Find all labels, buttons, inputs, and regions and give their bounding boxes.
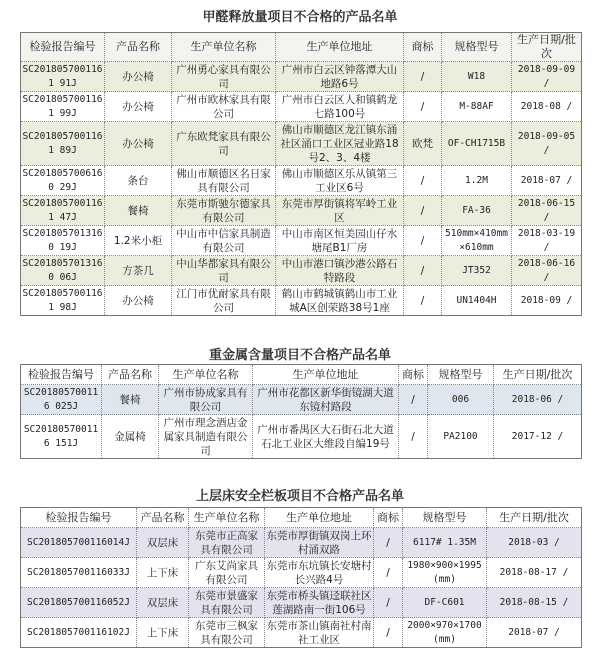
table-row xyxy=(21,62,582,92)
cell-address: 东莞市桥头镇迳联社区莲湖路南一街106号 xyxy=(266,589,372,616)
table-section-formaldehyde xyxy=(0,0,600,316)
column-header-production-date: 生产日期/批次 xyxy=(494,365,582,385)
cell-manufacturer: 广东艾尚家具有限公司 xyxy=(189,558,265,588)
table-row xyxy=(21,256,582,286)
cell-product-name: 办公椅 xyxy=(105,286,172,316)
cell-product-name: 办公椅 xyxy=(105,122,172,166)
cell-address: 中山市南区恒美园山仔水塘尾B1厂房 xyxy=(276,226,404,256)
cell-production-date: 2018-09-05 / xyxy=(512,122,582,166)
header-row xyxy=(21,33,582,62)
cell-manufacturer: 广东欧梵家具有限公司 xyxy=(172,122,276,166)
cell-address: 广州市白云区人和镇鹤龙七路100号 xyxy=(276,92,404,122)
cell-production-date: 2018-07 / xyxy=(487,618,582,648)
cell-model: M-88AF xyxy=(442,92,512,122)
cell-brand: / xyxy=(404,62,442,92)
column-header-manufacturer: 生产单位名称 xyxy=(172,33,276,62)
cell-product-name: 金属椅 xyxy=(102,415,159,459)
column-header-address: 生产单位地址 xyxy=(265,508,374,528)
table-row xyxy=(21,226,582,256)
cell-address: 东莞市东坑镇长安塘村长兴路4号 xyxy=(266,559,372,586)
cell-address: 东莞市茶山镇南社村南社工业区 xyxy=(266,619,372,646)
cell-model: FA-36 xyxy=(442,196,512,226)
cell-address: 东莞市厚街镇将军岭工业区 xyxy=(276,196,404,226)
heavy-metal-table xyxy=(20,364,582,459)
column-header-product-name: 产品名称 xyxy=(137,508,189,528)
table-row xyxy=(21,415,582,459)
cell-brand: / xyxy=(399,385,428,415)
cell-production-date: 2018-06-15 / xyxy=(512,196,582,226)
cell-brand: / xyxy=(404,226,442,256)
section-title: 甲醛释放量项目不合格的产品名单 xyxy=(202,10,398,25)
cell-brand: / xyxy=(374,618,403,648)
cell-address: 广州市白云区钟落潭大山地路6号 xyxy=(276,62,404,92)
column-header-brand: 商标 xyxy=(404,33,442,62)
cell-brand: / xyxy=(374,588,403,618)
header-row xyxy=(21,365,582,385)
column-header-address: 生产单位地址 xyxy=(276,33,404,62)
cell-production-date: 2018-08 / xyxy=(512,92,582,122)
column-header-brand: 商标 xyxy=(374,508,403,528)
cell-manufacturer: 广州市欧林家具有限公司 xyxy=(172,92,276,122)
cell-manufacturer: 东莞市景盛家具有限公司 xyxy=(189,588,265,618)
cell-manufacturer: 中山华都家具有限公司 xyxy=(172,256,276,286)
cell-report-no: SC201805700116 025J xyxy=(21,385,102,415)
cell-product-name: 办公椅 xyxy=(105,92,172,122)
cell-manufacturer: 广州市协成家具有限公司 xyxy=(159,385,253,415)
table-row xyxy=(21,196,582,226)
cell-product-name: 1.2米小柜 xyxy=(105,226,172,256)
cell-model: 2000×970×1700 (mm) xyxy=(403,618,487,648)
table-section-bunk-bed xyxy=(0,485,600,648)
cell-report-no: SC2018057001161 47J xyxy=(21,196,105,226)
table-row xyxy=(21,286,582,316)
cell-production-date: 2018-06-16 / xyxy=(512,256,582,286)
cell-report-no: SC2018057006160 29J xyxy=(21,166,105,196)
cell-production-date: 2018-07 / xyxy=(512,166,582,196)
cell-report-no: SC2018057001161 91J xyxy=(21,62,105,92)
cell-report-no: SC201805700116033J xyxy=(21,558,137,588)
cell-product-name: 办公椅 xyxy=(105,62,172,92)
cell-model: OF-CH1715B xyxy=(442,122,512,166)
cell-manufacturer: 佛山市顺德区名日家具有限公司 xyxy=(172,166,276,196)
cell-brand: / xyxy=(374,558,403,588)
cell-model: 1.2M xyxy=(442,166,512,196)
cell-brand: / xyxy=(404,92,442,122)
cell-product-name: 双层床 xyxy=(137,528,189,558)
table-row xyxy=(21,528,582,558)
cell-production-date: 2018-06 / xyxy=(494,385,582,415)
cell-report-no: SC201805700116052J xyxy=(21,588,137,618)
cell-model: 006 xyxy=(428,385,494,415)
cell-production-date: 2018-03-19 / xyxy=(512,226,582,256)
column-header-production-date: 生产日期/批次 xyxy=(512,33,582,62)
table-row xyxy=(21,588,582,618)
table-row xyxy=(21,385,582,415)
cell-manufacturer: 东莞市斯驰尔德家具有限公司 xyxy=(172,196,276,226)
cell-product-name: 方茶几 xyxy=(105,256,172,286)
cell-address: 鹤山市鹤城镇鹤山市工业城A区创荣路38号1座 xyxy=(276,286,404,316)
cell-product-name: 双层床 xyxy=(137,588,189,618)
column-header-manufacturer: 生产单位名称 xyxy=(159,365,253,385)
cell-address: 佛山市顺德区龙江镇东涌社区涌口工业区冠业路18号2、3、4楼 xyxy=(276,122,404,166)
cell-model: 6117# 1.35M xyxy=(403,528,487,558)
cell-model: UN1404H xyxy=(442,286,512,316)
header-row xyxy=(21,508,582,528)
cell-report-no: SC2018057013160 06J xyxy=(21,256,105,286)
cell-production-date: 2018-09 / xyxy=(512,286,582,316)
column-header-address: 生产单位地址 xyxy=(253,365,399,385)
cell-report-no: SC201805700116 151J xyxy=(21,415,102,459)
cell-address: 中山市港口镇沙港公路石特路段 xyxy=(276,256,404,286)
cell-product-name: 条台 xyxy=(105,166,172,196)
column-header-report-no: 检验报告编号 xyxy=(21,365,102,385)
column-header-brand: 商标 xyxy=(399,365,428,385)
cell-production-date: 2018-03 / xyxy=(487,528,582,558)
cell-brand: / xyxy=(404,196,442,226)
cell-manufacturer: 广州勇心家具有限公司 xyxy=(172,62,276,92)
table-row xyxy=(21,166,582,196)
column-header-product-name: 产品名称 xyxy=(105,33,172,62)
cell-model: DF-C601 xyxy=(403,588,487,618)
cell-report-no: SC2018057001161 89J xyxy=(21,122,105,166)
cell-brand: / xyxy=(404,286,442,316)
cell-brand: / xyxy=(404,166,442,196)
cell-brand: / xyxy=(374,528,403,558)
column-header-report-no: 检验报告编号 xyxy=(21,508,137,528)
column-header-model: 规格型号 xyxy=(442,33,512,62)
cell-report-no: SC2018057001161 98J xyxy=(21,286,105,316)
table-row xyxy=(21,558,582,588)
cell-address: 广州市番禺区大石街石北大道石北工业区大维段自编19号 xyxy=(253,415,399,459)
cell-brand: 欧梵 xyxy=(404,122,442,166)
column-header-report-no: 检验报告编号 xyxy=(21,33,105,62)
bunk-bed-table xyxy=(20,507,582,648)
cell-product-name: 上下床 xyxy=(137,558,189,588)
column-header-product-name: 产品名称 xyxy=(102,365,159,385)
formaldehyde-table xyxy=(20,32,582,316)
cell-manufacturer: 东莞市三枫家具有限公司 xyxy=(189,618,265,648)
cell-manufacturer: 东莞市正高家具有限公司 xyxy=(189,528,265,558)
cell-report-no: SC201805700116014J xyxy=(21,528,137,558)
cell-production-date: 2018-08-17 / xyxy=(487,558,582,588)
cell-manufacturer: 中山市中信家具制造有限公司 xyxy=(172,226,276,256)
cell-address: 佛山市顺德区乐从镇第三工业区6号 xyxy=(276,166,404,196)
cell-product-name: 餐椅 xyxy=(102,385,159,415)
cell-product-name: 上下床 xyxy=(137,618,189,648)
table-row xyxy=(21,618,582,648)
table-section-heavy-metal xyxy=(0,344,600,459)
section-title: 上层床安全栏板项目不合格产品名单 xyxy=(195,489,404,504)
cell-model: PA2100 xyxy=(428,415,494,459)
cell-brand: / xyxy=(399,415,428,459)
column-header-production-date: 生产日期/批次 xyxy=(487,508,582,528)
cell-model: JT352 xyxy=(442,256,512,286)
column-header-model: 规格型号 xyxy=(428,365,494,385)
cell-report-no: SC201805700116102J xyxy=(21,618,137,648)
table-row xyxy=(21,92,582,122)
column-header-manufacturer: 生产单位名称 xyxy=(189,508,265,528)
cell-manufacturer: 江门市优耐家具有限公司 xyxy=(172,286,276,316)
cell-report-no: SC2018057001161 99J xyxy=(21,92,105,122)
cell-model: 1980×900×1995 (mm) xyxy=(403,558,487,588)
section-title: 重金属含量项目不合格产品名单 xyxy=(208,348,391,363)
cell-product-name: 餐椅 xyxy=(105,196,172,226)
cell-manufacturer: 广州市理念酒店金属家具制造有限公司 xyxy=(159,415,253,459)
table-row xyxy=(21,122,582,166)
cell-address: 东莞市厚街镇双岗上环村涌双路 xyxy=(266,529,372,556)
cell-production-date: 2017-12 / xyxy=(494,415,582,459)
cell-model: 510mm×410mm ×610mm xyxy=(442,226,512,256)
cell-production-date: 2018-08-15 / xyxy=(487,588,582,618)
cell-brand: / xyxy=(404,256,442,286)
cell-report-no: SC2018057013160 19J xyxy=(21,226,105,256)
cell-model: W18 xyxy=(442,62,512,92)
column-header-model: 规格型号 xyxy=(403,508,487,528)
cell-address: 广州市花都区新华街镜湖大道东镜村路段 xyxy=(253,385,399,415)
cell-production-date: 2018-09-09 / xyxy=(512,62,582,92)
